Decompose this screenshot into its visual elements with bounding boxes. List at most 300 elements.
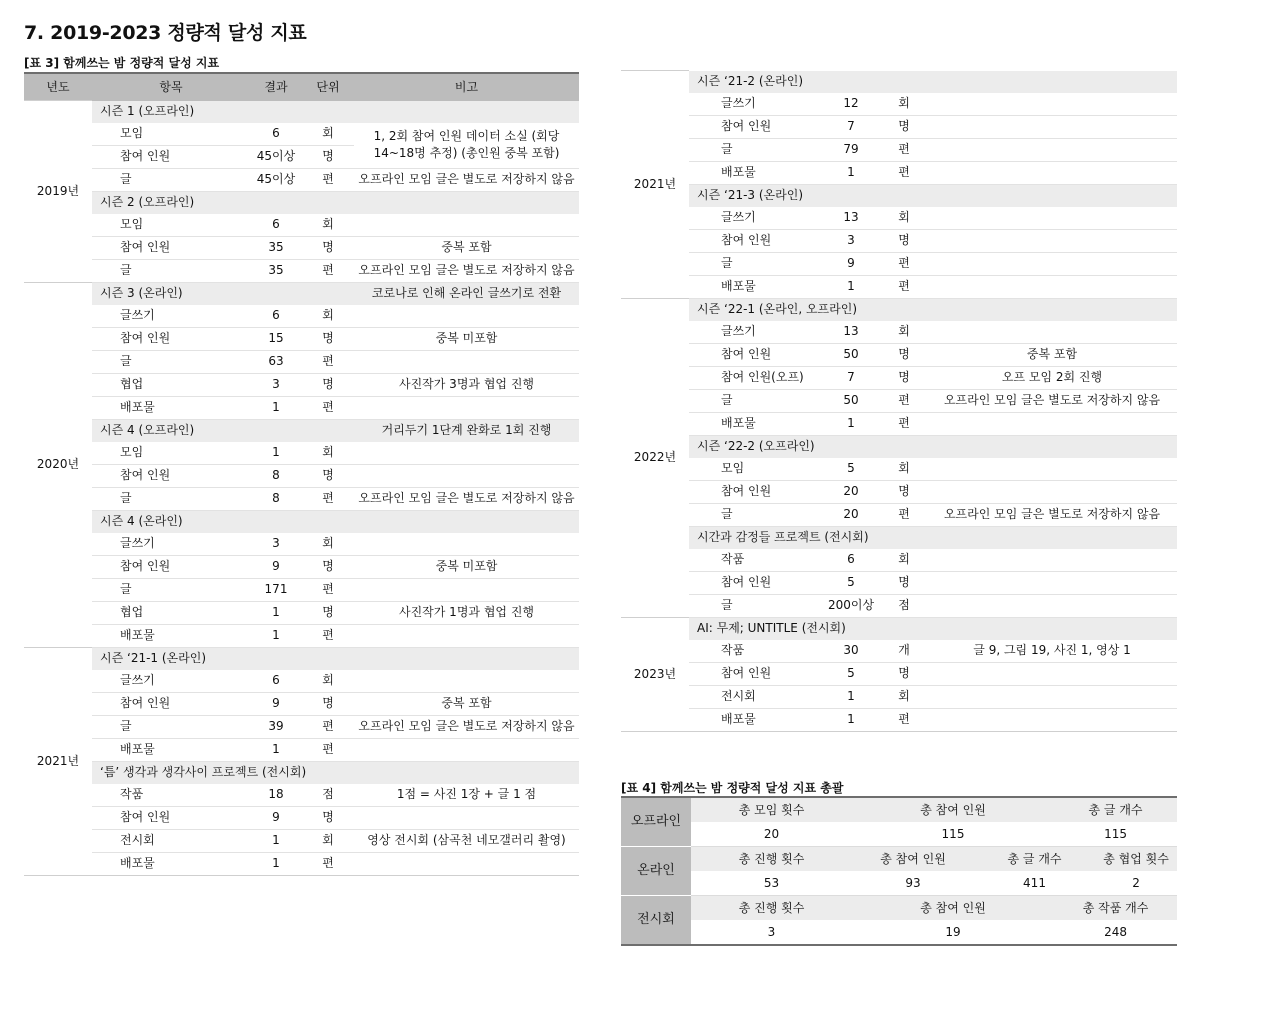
item-note [927, 252, 1177, 275]
table-row [24, 670, 579, 693]
item-value: 3 [250, 533, 302, 556]
indent-cell [689, 571, 721, 594]
season-name: 시즌 4 (온라인) [92, 510, 354, 533]
table3 [24, 72, 579, 876]
season-name: 시즌 ‘21-3 (온라인) [689, 184, 927, 207]
item-note [927, 275, 1177, 298]
item-unit: 명 [881, 662, 927, 685]
year-cell: 2022년 [621, 298, 689, 617]
item-value: 1 [821, 161, 881, 184]
item-note [354, 350, 579, 373]
item-value: 9 [821, 252, 881, 275]
online-value: 53 [691, 871, 852, 896]
item-unit: 명 [881, 229, 927, 252]
item-name: 배포물 [120, 396, 250, 419]
item-unit: 명 [302, 464, 354, 487]
item-name: 작품 [120, 784, 250, 807]
item-note [927, 480, 1177, 503]
indent-cell [92, 852, 120, 875]
item-name: 글 [721, 138, 821, 161]
offline-value-row [621, 822, 1177, 847]
season-row [24, 101, 579, 123]
item-value: 63 [250, 350, 302, 373]
table-row [621, 161, 1177, 184]
item-note [354, 396, 579, 419]
item-note [354, 214, 579, 237]
item-value: 9 [250, 555, 302, 578]
exhibition-label: 전시회 [621, 896, 691, 946]
indent-cell [689, 480, 721, 503]
item-name: 배포물 [721, 412, 821, 435]
indent-cell [92, 396, 120, 419]
indent-cell [92, 806, 120, 829]
indent-cell [689, 662, 721, 685]
item-unit: 편 [302, 578, 354, 601]
item-value: 1 [250, 601, 302, 624]
table-row [24, 327, 579, 350]
table-row [24, 806, 579, 829]
indent-cell [92, 624, 120, 647]
season-row [24, 419, 579, 442]
item-unit: 명 [881, 366, 927, 389]
item-value: 13 [821, 207, 881, 230]
table-row [621, 458, 1177, 481]
season-name: 시간과 감정들 프로젝트 (전시회) [689, 526, 927, 549]
item-value: 35 [250, 236, 302, 259]
item-name: 글 [120, 350, 250, 373]
season-name: 시즌 ‘21-1 (온라인) [92, 647, 354, 670]
season-row [24, 510, 579, 533]
item-value: 8 [250, 464, 302, 487]
indent-cell [689, 343, 721, 366]
item-note [927, 662, 1177, 685]
indent-cell [689, 458, 721, 481]
indent-cell [92, 327, 120, 350]
item-unit: 회 [881, 207, 927, 230]
indent-cell [92, 738, 120, 761]
item-unit: 편 [881, 161, 927, 184]
item-note: 글 9, 그림 19, 사진 1, 영상 1 [927, 640, 1177, 663]
item-unit: 편 [881, 708, 927, 731]
table3-caption: [표 3] 함께쓰는 밤 정량적 달성 지표 [24, 56, 220, 70]
table4-caption: [표 4] 함께쓰는 밤 정량적 달성 지표 총괄 [621, 781, 844, 795]
season-note [354, 101, 579, 123]
season-row [621, 184, 1177, 207]
item-unit: 회 [881, 685, 927, 708]
indent-cell [92, 715, 120, 738]
item-unit: 편 [881, 138, 927, 161]
item-name: 참여 인원(오프) [721, 366, 821, 389]
item-unit: 명 [302, 145, 354, 168]
online-value: 411 [974, 871, 1095, 896]
season-note [927, 298, 1177, 321]
table-row [621, 343, 1177, 366]
online-label: 온라인 [621, 847, 691, 896]
table-row [24, 738, 579, 761]
item-name: 글 [120, 715, 250, 738]
item-unit: 편 [302, 624, 354, 647]
offline-header: 총 글 개수 [1054, 797, 1177, 822]
item-note [927, 458, 1177, 481]
item-note: 오프라인 모임 글은 별도로 저장하지 않음 [927, 389, 1177, 412]
item-note: 영상 전시회 (삼곡천 네모갤러리 촬영) [354, 829, 579, 852]
season-note [354, 191, 579, 214]
item-note: 오프라인 모임 글은 별도로 저장하지 않음 [354, 715, 579, 738]
season-note [927, 71, 1177, 93]
item-name: 글쓰기 [120, 533, 250, 556]
table-row [24, 624, 579, 647]
table-row [24, 396, 579, 419]
item-name: 참여 인원 [721, 571, 821, 594]
table-row [621, 685, 1177, 708]
indent-cell [689, 503, 721, 526]
offline-header: 총 모임 횟수 [691, 797, 852, 822]
item-name: 글쓰기 [721, 207, 821, 230]
season-name: AI: 무제; UNTITLE (전시회) [689, 617, 927, 640]
table-row [24, 852, 579, 875]
item-note: 사진작가 1명과 협업 진행 [354, 601, 579, 624]
item-value: 6 [821, 549, 881, 572]
item-value: 1 [250, 396, 302, 419]
exhibition-value: 19 [945, 925, 961, 939]
item-name: 전시회 [120, 829, 250, 852]
indent-cell [92, 784, 120, 807]
item-value: 6 [250, 214, 302, 237]
item-name: 글 [721, 389, 821, 412]
season-note [927, 526, 1177, 549]
table-row [24, 442, 579, 465]
indent-cell [689, 229, 721, 252]
indent-cell [92, 670, 120, 693]
table-row [621, 252, 1177, 275]
item-name: 글쓰기 [721, 321, 821, 344]
table-row [24, 350, 579, 373]
offline-label: 오프라인 [621, 797, 691, 847]
header-note: 비고 [354, 73, 579, 101]
indent-cell [92, 123, 120, 146]
header-item: 항목 [92, 73, 250, 101]
table-row [24, 533, 579, 556]
indent-cell [92, 829, 120, 852]
item-name: 참여 인원 [120, 236, 250, 259]
item-note: 사진작가 3명과 협업 진행 [354, 373, 579, 396]
table-row [24, 715, 579, 738]
item-unit: 명 [302, 806, 354, 829]
indent-cell [689, 252, 721, 275]
item-value: 45이상 [250, 145, 302, 168]
exhibition-value: 248 [1104, 925, 1127, 939]
item-value: 79 [821, 138, 881, 161]
indent-cell [689, 115, 721, 138]
exhibition-header: 총 참여 인원 [852, 896, 1054, 921]
item-note: 1점 = 사진 1장 + 글 1 점 [354, 784, 579, 807]
item-note [927, 594, 1177, 617]
item-value: 1 [821, 275, 881, 298]
season-name: 시즌 ‘21-2 (온라인) [689, 71, 927, 93]
table-row [24, 829, 579, 852]
item-name: 작품 [721, 640, 821, 663]
table-row [621, 571, 1177, 594]
item-value: 45이상 [250, 168, 302, 191]
item-note [927, 321, 1177, 344]
item-name: 글쓰기 [120, 305, 250, 328]
item-note [927, 685, 1177, 708]
item-value: 1 [821, 685, 881, 708]
table-row [24, 601, 579, 624]
item-name: 작품 [721, 549, 821, 572]
item-value: 5 [821, 662, 881, 685]
item-unit: 편 [881, 389, 927, 412]
item-value: 7 [821, 366, 881, 389]
exhibition-header-row [621, 896, 1177, 921]
item-note: 오프라인 모임 글은 별도로 저장하지 않음 [927, 503, 1177, 526]
item-value: 3 [821, 229, 881, 252]
item-unit: 회 [881, 93, 927, 116]
table3-continued-body [621, 71, 1177, 732]
item-name: 글 [120, 578, 250, 601]
item-value: 1 [250, 829, 302, 852]
table-row [621, 207, 1177, 230]
item-unit: 명 [302, 327, 354, 350]
item-unit: 회 [302, 214, 354, 237]
item-note [927, 161, 1177, 184]
item-value: 200이상 [821, 594, 881, 617]
item-note [927, 138, 1177, 161]
header-result: 결과 [250, 73, 302, 101]
item-unit: 편 [881, 412, 927, 435]
item-name: 참여 인원 [721, 480, 821, 503]
item-note: 중복 미포함 [354, 327, 579, 350]
table-row [621, 662, 1177, 685]
item-note-merged: 1, 2회 참여 인원 데이터 소실 (회당 14~18명 추정) (총인원 중복 포함) [354, 123, 579, 169]
item-value: 30 [821, 640, 881, 663]
online-header: 총 협업 횟수 [1095, 847, 1177, 872]
item-unit: 편 [302, 715, 354, 738]
item-value: 3 [250, 373, 302, 396]
table-row [24, 305, 579, 328]
item-value: 6 [250, 670, 302, 693]
indent-cell [689, 412, 721, 435]
item-name: 글쓰기 [120, 670, 250, 693]
item-value: 50 [821, 343, 881, 366]
item-unit: 회 [302, 829, 354, 852]
item-value: 18 [250, 784, 302, 807]
item-unit: 편 [881, 275, 927, 298]
online-header: 총 글 개수 [974, 847, 1095, 872]
indent-cell [92, 350, 120, 373]
item-value: 171 [250, 578, 302, 601]
item-name: 참여 인원 [721, 229, 821, 252]
table-row [24, 555, 579, 578]
indent-cell [689, 93, 721, 116]
item-note [927, 93, 1177, 116]
table4 [621, 796, 1177, 946]
season-name: 시즌 4 (오프라인) [92, 419, 354, 442]
item-unit: 점 [302, 784, 354, 807]
season-note [354, 761, 579, 784]
season-row [621, 435, 1177, 458]
season-name: ‘틈’ 생각과 생각사이 프로젝트 (전시회) [92, 761, 354, 784]
item-name: 참여 인원 [120, 327, 250, 350]
indent-cell [689, 640, 721, 663]
year-cell: 2020년 [24, 282, 92, 647]
item-note: 중복 미포함 [354, 555, 579, 578]
item-note [927, 571, 1177, 594]
item-value: 13 [821, 321, 881, 344]
indent-cell [92, 305, 120, 328]
item-value: 6 [250, 305, 302, 328]
indent-cell [689, 389, 721, 412]
offline-header: 총 참여 인원 [852, 797, 1054, 822]
item-note [927, 412, 1177, 435]
item-unit: 편 [302, 852, 354, 875]
item-note: 오프라인 모임 글은 별도로 저장하지 않음 [354, 487, 579, 510]
season-row [621, 298, 1177, 321]
item-unit: 회 [302, 670, 354, 693]
offline-header-row [621, 797, 1177, 822]
season-note: 거리두기 1단계 완화로 1회 진행 [354, 419, 579, 442]
indent-cell [92, 442, 120, 465]
item-value: 50 [821, 389, 881, 412]
indent-cell [92, 692, 120, 715]
item-name: 모임 [120, 123, 250, 146]
item-note [354, 852, 579, 875]
item-unit: 회 [302, 123, 354, 146]
indent-cell [92, 236, 120, 259]
season-row [621, 71, 1177, 93]
item-note [927, 115, 1177, 138]
item-note [927, 708, 1177, 731]
indent-cell [92, 259, 120, 282]
season-row [24, 282, 579, 305]
indent-cell [92, 533, 120, 556]
season-name: 시즌 1 (오프라인) [92, 101, 354, 123]
header-unit: 단위 [302, 73, 354, 101]
item-name: 배포물 [120, 852, 250, 875]
indent-cell [689, 366, 721, 389]
item-name: 배포물 [120, 624, 250, 647]
indent-cell [689, 594, 721, 617]
item-name: 글 [120, 487, 250, 510]
item-name: 참여 인원 [120, 555, 250, 578]
item-unit: 명 [881, 343, 927, 366]
indent-cell [92, 168, 120, 191]
item-value: 1 [250, 852, 302, 875]
season-name: 시즌 ‘22-2 (오프라인) [689, 435, 927, 458]
table-row [621, 480, 1177, 503]
item-name: 참여 인원 [721, 343, 821, 366]
year-cell: 2021년 [24, 647, 92, 875]
table-row [621, 389, 1177, 412]
indent-cell [92, 601, 120, 624]
item-unit: 명 [881, 115, 927, 138]
exhibition-value: 3 [767, 925, 776, 939]
item-unit: 회 [302, 305, 354, 328]
page-title: 7. 2019-2023 정량적 달성 지표 [24, 22, 307, 44]
indent-cell [92, 464, 120, 487]
item-value: 1 [821, 708, 881, 731]
table-row [621, 366, 1177, 389]
item-value: 6 [250, 123, 302, 146]
table3-body [24, 101, 579, 876]
table-row [621, 594, 1177, 617]
table-row [24, 373, 579, 396]
offline-value: 115 [852, 822, 1054, 847]
indent-cell [92, 487, 120, 510]
indent-cell [689, 708, 721, 731]
item-value: 20 [821, 480, 881, 503]
item-value: 1 [250, 738, 302, 761]
indent-cell [689, 207, 721, 230]
item-value: 35 [250, 259, 302, 282]
indent-cell [689, 549, 721, 572]
table-row [24, 784, 579, 807]
item-name: 글 [120, 168, 250, 191]
table-row [621, 708, 1177, 731]
item-note [354, 533, 579, 556]
season-row [24, 761, 579, 784]
item-note [354, 578, 579, 601]
item-name: 협업 [120, 373, 250, 396]
season-row [24, 191, 579, 214]
season-note: 코로나로 인해 온라인 글쓰기로 전환 [354, 282, 579, 305]
indent-cell [689, 685, 721, 708]
table3-continued [621, 70, 1177, 732]
item-unit: 점 [881, 594, 927, 617]
table-row [24, 168, 579, 191]
item-name: 글 [721, 594, 821, 617]
item-value: 1 [250, 624, 302, 647]
item-name: 참여 인원 [120, 806, 250, 829]
table-row [621, 275, 1177, 298]
item-note [927, 207, 1177, 230]
item-unit: 편 [302, 487, 354, 510]
table-row [24, 214, 579, 237]
table-row [24, 464, 579, 487]
item-unit: 명 [302, 373, 354, 396]
table-row [24, 578, 579, 601]
item-unit: 명 [881, 480, 927, 503]
table-row [621, 93, 1177, 116]
item-name: 모임 [120, 214, 250, 237]
item-unit: 편 [881, 252, 927, 275]
item-name: 전시회 [721, 685, 821, 708]
item-unit: 명 [302, 555, 354, 578]
online-header: 총 진행 횟수 [691, 847, 852, 872]
season-name: 시즌 3 (온라인) [92, 282, 354, 305]
indent-cell [92, 555, 120, 578]
item-name: 모임 [721, 458, 821, 481]
season-note [927, 435, 1177, 458]
item-value: 9 [250, 806, 302, 829]
item-unit: 회 [881, 321, 927, 344]
season-note [927, 617, 1177, 640]
indent-cell [92, 214, 120, 237]
online-value: 2 [1095, 871, 1177, 896]
table-row [24, 487, 579, 510]
item-unit: 명 [881, 571, 927, 594]
item-value: 39 [250, 715, 302, 738]
table-row [24, 692, 579, 715]
item-name: 글쓰기 [721, 93, 821, 116]
year-cell: 2021년 [621, 71, 689, 299]
item-name: 모임 [120, 442, 250, 465]
item-note [927, 549, 1177, 572]
item-unit: 명 [302, 692, 354, 715]
item-note [354, 806, 579, 829]
table-row [621, 229, 1177, 252]
item-note [354, 305, 579, 328]
